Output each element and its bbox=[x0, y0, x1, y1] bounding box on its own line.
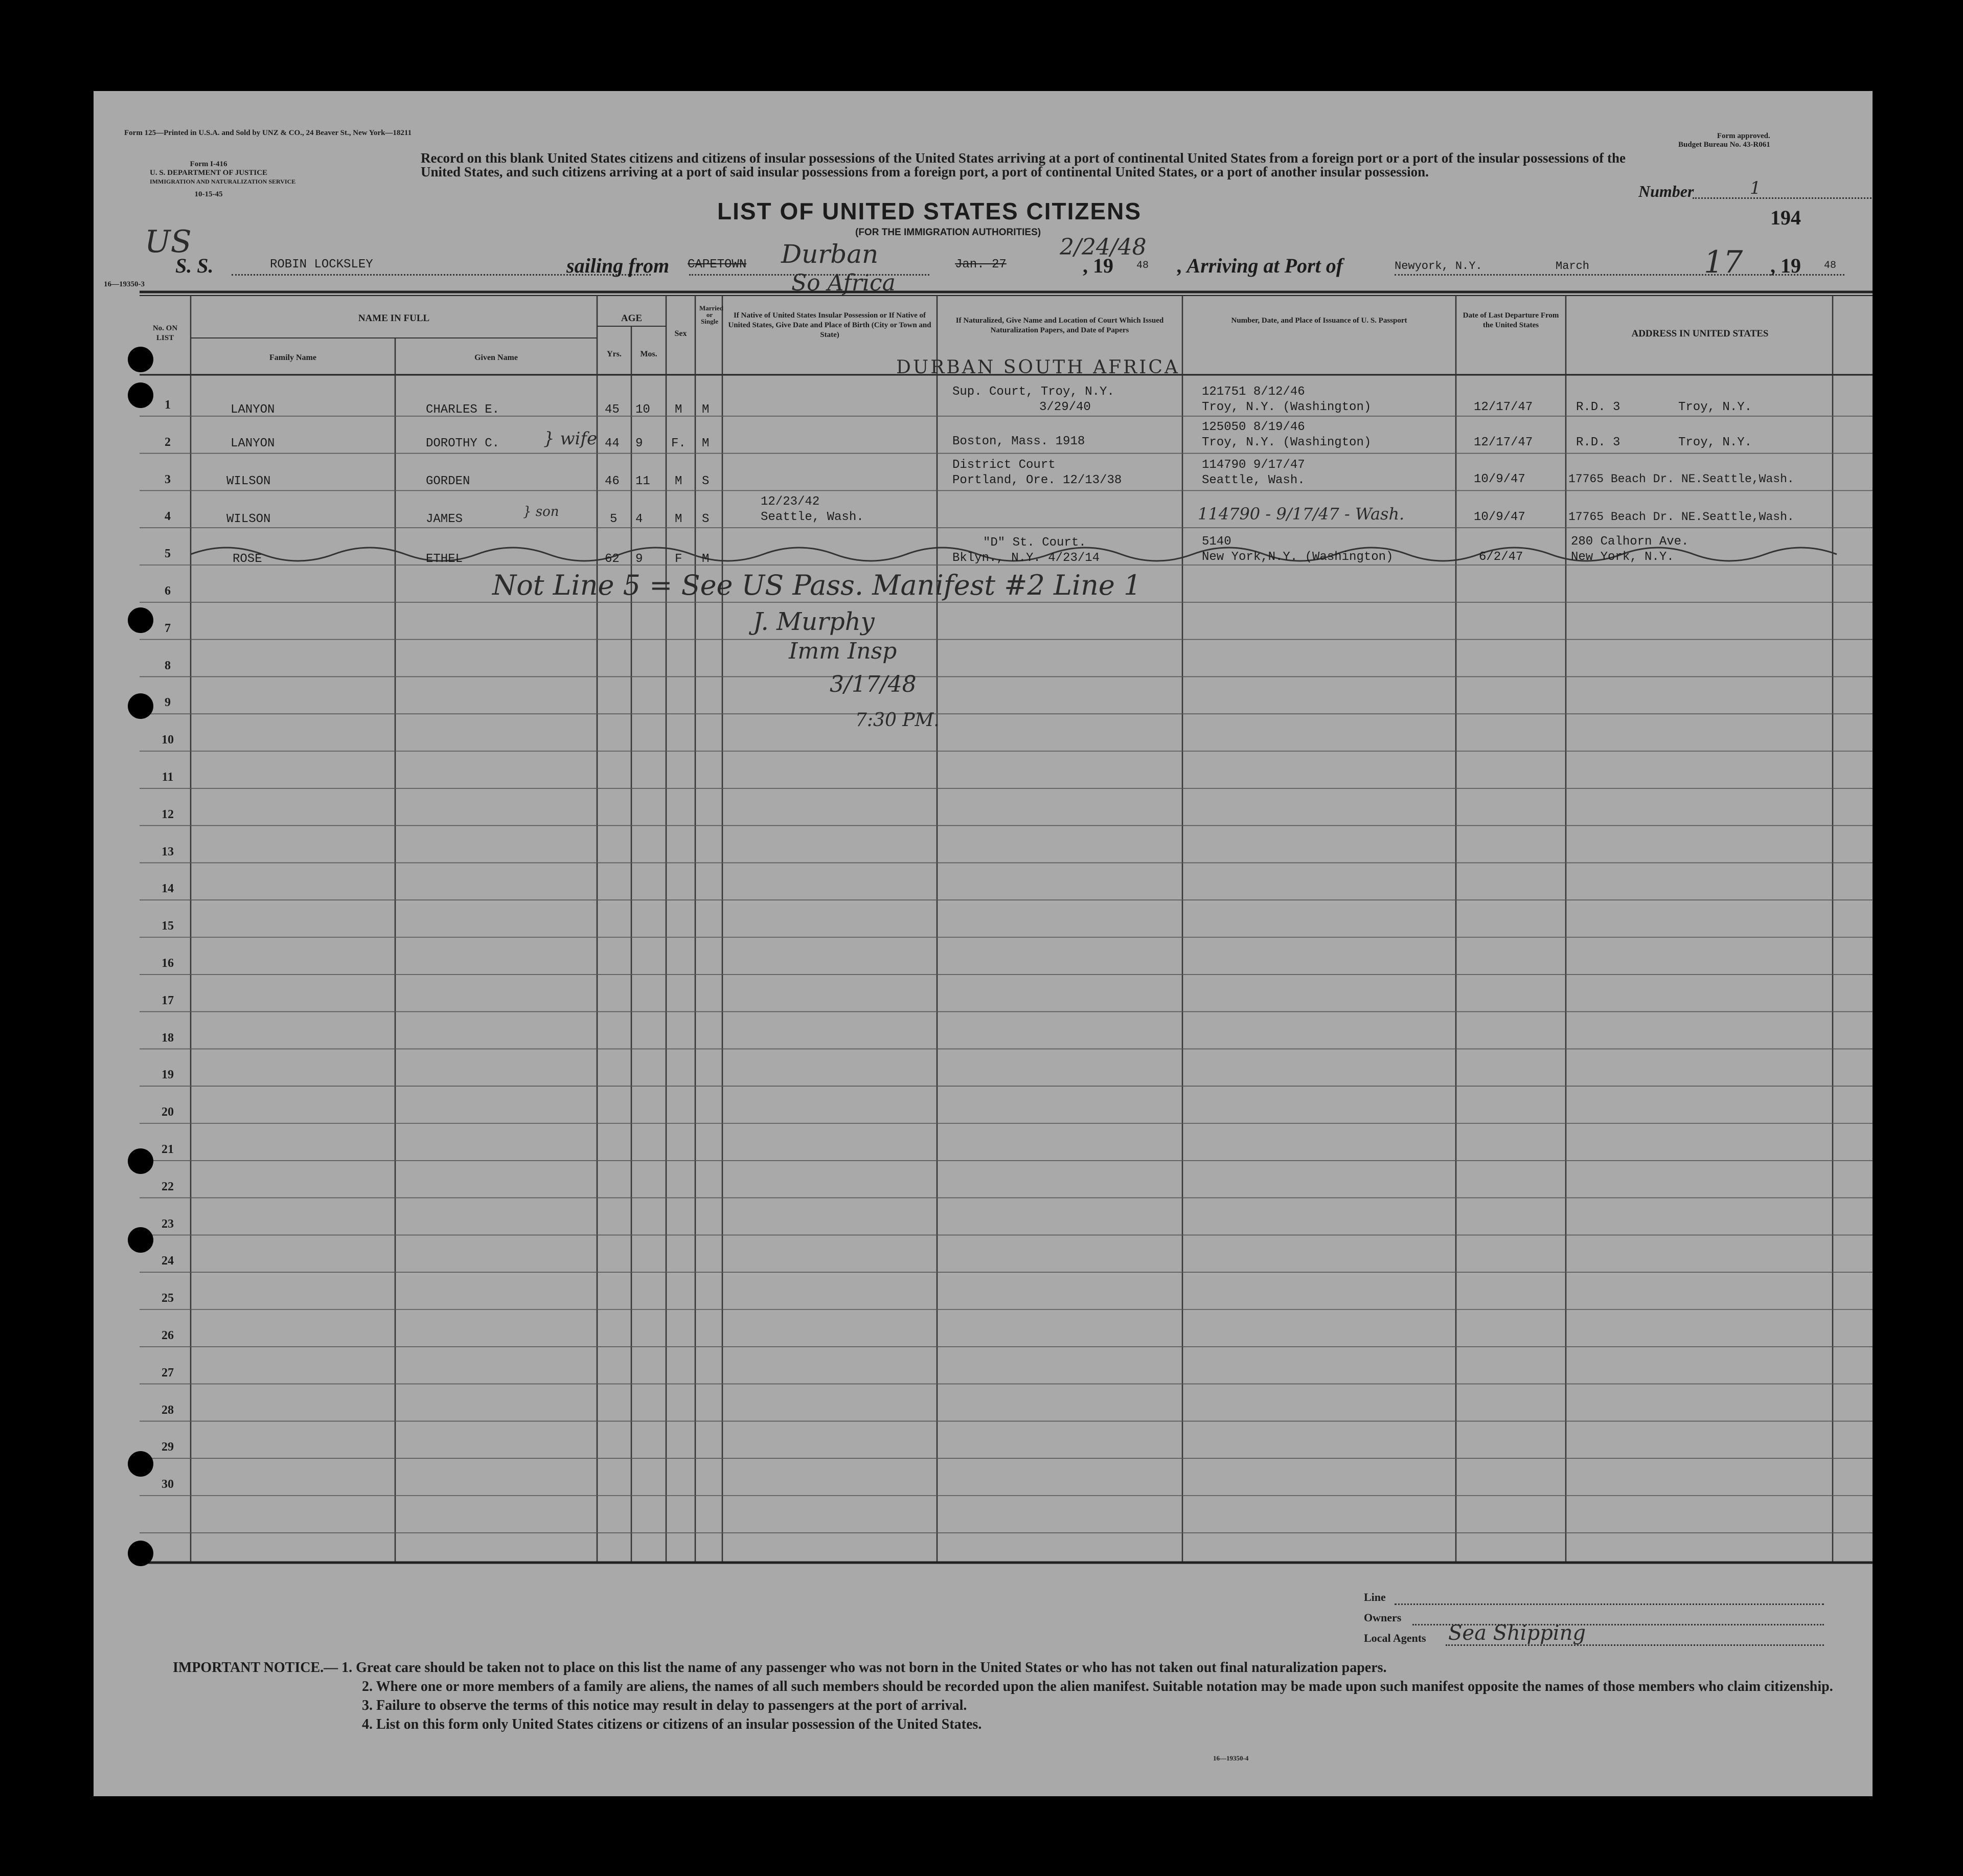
row5-passport: 5140 bbox=[1202, 535, 1231, 549]
punch-hole-icon bbox=[128, 382, 153, 408]
row4-yrs: 5 bbox=[610, 512, 618, 526]
row-number: 15 bbox=[162, 919, 174, 933]
form-code-left: 16—19350-3 bbox=[104, 280, 145, 288]
row-number: 30 bbox=[162, 1478, 174, 1491]
sailing-from-hand: Durban bbox=[781, 239, 879, 269]
col-header-family: Family Name bbox=[269, 353, 316, 362]
col-header-mos: Mos. bbox=[640, 350, 657, 358]
inspector-signature: J. Murphy bbox=[753, 607, 875, 636]
row2-passport-place: Troy, N.Y. (Washington) bbox=[1202, 436, 1372, 449]
printer-line: Form 125—Printed in U.S.A. and Sold by UNZ & CO., 24 Beaver St., New York—18211 bbox=[124, 129, 412, 137]
col-header-name: NAME IN FULL bbox=[358, 313, 430, 324]
row-number: 10 bbox=[162, 733, 174, 747]
row4-given: JAMES bbox=[426, 512, 463, 526]
ss-label: S. S. bbox=[175, 254, 214, 277]
arrival-year-prefix: , 19 bbox=[1770, 254, 1801, 277]
row4-native-date: 12/23/42 bbox=[761, 495, 820, 509]
row3-passport-place: Seattle, Wash. bbox=[1202, 473, 1305, 487]
row-number: 22 bbox=[162, 1180, 174, 1193]
row-number: 17 bbox=[162, 993, 174, 1007]
row3-address: 17765 Beach Dr. NE.Seattle,Wash. bbox=[1568, 472, 1794, 486]
row5-address-city: New York, N.Y. bbox=[1571, 550, 1674, 564]
row-number: 25 bbox=[162, 1292, 174, 1305]
page-subtitle: (FOR THE IMMIGRATION AUTHORITIES) bbox=[855, 227, 1041, 238]
number-value: 1 bbox=[1750, 178, 1761, 198]
row-number: 7 bbox=[165, 621, 171, 635]
punch-hole-icon bbox=[128, 1227, 153, 1253]
notice-1: 1. Great care should be taken not to place on this list the name of any passenger who was not born in the United States or who has not taken out final naturalization papers. bbox=[341, 1660, 1387, 1676]
row4-address: 17765 Beach Dr. NE.Seattle,Wash. bbox=[1568, 510, 1794, 524]
row3-naturalized: District Court bbox=[952, 458, 1056, 472]
line-label: Line bbox=[1364, 1591, 1386, 1603]
punch-hole-icon bbox=[128, 1148, 153, 1174]
sailing-from-country: So Africa bbox=[791, 270, 896, 296]
notice-heading: IMPORTANT NOTICE.— bbox=[173, 1660, 338, 1676]
row5-sex: F bbox=[675, 552, 682, 566]
form-approved-text: Form approved. bbox=[1717, 132, 1770, 140]
row4-sex: M bbox=[675, 512, 682, 526]
row-number: 3 bbox=[165, 472, 171, 486]
row-number: 2 bbox=[165, 435, 171, 449]
col-header-address: ADDRESS IN UNITED STATES bbox=[1631, 328, 1769, 339]
inspection-date: 3/17/48 bbox=[830, 671, 917, 697]
local-agents-label: Local Agents bbox=[1364, 1632, 1426, 1644]
instructions-paragraph: Record on this blank United States citizens and citizens of insular possessions of the United States arriving at a port of continental United States from a foreign port or a port of the insular possessions of the United States, and such citizens arriving at a port of said insular possessions from a foreign port, a port of continental United States, or a port of another insular possession. bbox=[421, 150, 1626, 179]
row4-departure: 10/9/47 bbox=[1474, 510, 1525, 524]
notice-3: 3. Failure to observe the terms of this notice may result in delay to passengers at the port of arrival. bbox=[362, 1698, 967, 1713]
col-header-departure: Date of Last Departure From the United States bbox=[1463, 311, 1559, 329]
row3-sex: M bbox=[675, 474, 682, 488]
row1-passport-place: Troy, N.Y. (Washington) bbox=[1202, 400, 1372, 414]
row-number: 4 bbox=[165, 510, 171, 524]
sailing-date-hand: 2/24/48 bbox=[1060, 234, 1147, 260]
row4-mos: 4 bbox=[635, 512, 643, 526]
local-agents-value: Sea Shipping bbox=[1448, 1621, 1586, 1645]
row-number: 26 bbox=[162, 1329, 174, 1342]
ship-name: ROBIN LOCKSLEY bbox=[270, 258, 373, 272]
row3-passport: 114790 9/17/47 bbox=[1202, 458, 1305, 472]
row1-naturalized: Sup. Court, Troy, N.Y. bbox=[952, 385, 1114, 399]
arrival-day: 17 bbox=[1704, 244, 1743, 280]
page-title: LIST OF UNITED STATES CITIZENS bbox=[717, 198, 1142, 224]
row3-given: GORDEN bbox=[426, 474, 470, 488]
row2-mos: 9 bbox=[635, 437, 643, 450]
row2-given: DOROTHY C. bbox=[426, 437, 500, 450]
budget-bureau-text: Budget Bureau No. 43-R061 bbox=[1678, 141, 1770, 149]
row5-naturalized: "D" St. Court. bbox=[983, 536, 1086, 550]
row4-family: WILSON bbox=[226, 512, 271, 526]
row4-status: S bbox=[702, 512, 710, 526]
row-number: 16 bbox=[162, 957, 174, 970]
row1-status: M bbox=[702, 403, 710, 417]
row3-naturalized-place: Portland, Ore. 12/13/38 bbox=[952, 473, 1122, 487]
row5-departure: 6/2/47 bbox=[1479, 550, 1523, 564]
row3-departure: 10/9/47 bbox=[1474, 472, 1525, 486]
punch-hole-icon bbox=[128, 1541, 153, 1566]
form-date: 10-15-45 bbox=[194, 190, 223, 198]
row2-yrs: 44 bbox=[605, 437, 620, 450]
row5-yrs: 62 bbox=[605, 552, 620, 566]
row5-family: ROSE bbox=[233, 552, 262, 566]
row3-mos: 11 bbox=[635, 474, 650, 488]
row2-status: M bbox=[702, 437, 710, 450]
form-number: Form I-416 bbox=[190, 160, 227, 168]
col-header-no: No. ON LIST bbox=[152, 324, 178, 342]
row2-naturalized: Boston, Mass. 1918 bbox=[952, 435, 1085, 448]
col-header-native: If Native of United States Insular Possession or If Native of United States, Give Date and Place of Birth (City or Town and State) bbox=[728, 311, 931, 339]
row-number: 23 bbox=[162, 1217, 174, 1231]
row4-native-place: Seattle, Wash. bbox=[761, 510, 864, 524]
form-code-bottom: 16—19350-4 bbox=[1213, 1754, 1249, 1762]
col-header-married: Married or Single bbox=[699, 304, 723, 325]
sailing-from-typed: CAPETOWN bbox=[688, 258, 747, 272]
row3-family: WILSON bbox=[226, 474, 271, 488]
important-notice bbox=[173, 1658, 1860, 1734]
row1-departure: 12/17/47 bbox=[1474, 400, 1533, 414]
row3-status: S bbox=[702, 474, 710, 488]
manifest-sheet bbox=[94, 91, 1873, 1796]
row-number: 5 bbox=[165, 547, 171, 561]
col-header-given: Given Name bbox=[474, 353, 518, 362]
inspection-time: 7:30 PM. bbox=[855, 710, 940, 731]
row-number: 14 bbox=[162, 882, 174, 896]
row-number: 28 bbox=[162, 1403, 174, 1417]
row1-sex: M bbox=[675, 403, 682, 417]
row4-relation: } son bbox=[523, 504, 559, 519]
row1-address: R.D. 3 bbox=[1576, 400, 1620, 414]
notice-4: 4. List on this form only United States citizens or citizens of an insular possession of the United States. bbox=[362, 1716, 982, 1732]
row2-family: LANYON bbox=[231, 437, 275, 450]
row-number: 12 bbox=[162, 807, 174, 821]
inspector-title: Imm Insp bbox=[789, 638, 897, 664]
row-number: 13 bbox=[162, 845, 174, 858]
number-label: Number bbox=[1638, 182, 1694, 200]
arrival-year: 48 bbox=[1824, 260, 1837, 272]
durban-annotation: DURBAN SOUTH AFRICA bbox=[896, 357, 1180, 378]
us-annotation: US bbox=[145, 224, 192, 260]
table-grid bbox=[94, 91, 1873, 1796]
row1-yrs: 45 bbox=[605, 403, 620, 417]
year-prefix: , 19 bbox=[1083, 254, 1113, 277]
row2-sex: F. bbox=[671, 437, 686, 450]
row-number: 9 bbox=[165, 696, 171, 710]
row2-address: R.D. 3 bbox=[1576, 436, 1620, 449]
arriving-label: , Arriving at Port of bbox=[1177, 254, 1343, 277]
row-number: 21 bbox=[162, 1143, 174, 1156]
department-name: U. S. DEPARTMENT OF JUSTICE bbox=[150, 169, 268, 177]
stamped-number: 194 bbox=[1770, 206, 1801, 229]
row5-status: M bbox=[702, 552, 710, 566]
row4-passport-hand: 114790 - 9/17/47 - Wash. bbox=[1198, 504, 1405, 524]
row5-given: ETHEL bbox=[426, 552, 463, 566]
row1-given: CHARLES E. bbox=[426, 403, 500, 417]
row-number: 6 bbox=[165, 584, 171, 598]
row1-mos: 10 bbox=[635, 403, 650, 417]
arrival-port: Newyork, N.Y. bbox=[1395, 260, 1482, 273]
service-name: IMMIGRATION AND NATURALIZATION SERVICE bbox=[150, 178, 296, 185]
row1-naturalized-date: 3/29/40 bbox=[1039, 400, 1091, 414]
row-number: 24 bbox=[162, 1254, 174, 1268]
sailing-from-label: sailing from bbox=[566, 254, 670, 277]
row-number: 1 bbox=[165, 398, 171, 412]
punch-hole-icon bbox=[128, 607, 153, 633]
row-number: 19 bbox=[162, 1068, 174, 1082]
owners-label: Owners bbox=[1364, 1611, 1402, 1624]
row5-mos: 9 bbox=[635, 552, 643, 566]
row2-passport: 125050 8/19/46 bbox=[1202, 420, 1305, 434]
row2-relation: } wife bbox=[543, 428, 598, 449]
row1-family: LANYON bbox=[231, 403, 275, 417]
sailing-date-typed: Jan. 27 bbox=[955, 258, 1007, 272]
row-number: 8 bbox=[165, 659, 171, 672]
row2-address-city: Troy, N.Y. bbox=[1678, 436, 1752, 449]
col-header-age: AGE bbox=[621, 313, 643, 324]
row1-passport: 121751 8/12/46 bbox=[1202, 385, 1305, 399]
row-number: 20 bbox=[162, 1105, 174, 1119]
row5-passport-place: New York,N.Y. (Washington) bbox=[1202, 550, 1394, 564]
row5-address: 280 Calhorn Ave. bbox=[1571, 535, 1689, 549]
row-number: 11 bbox=[162, 771, 174, 784]
punch-hole-icon bbox=[128, 693, 153, 719]
col-header-naturalized: If Naturalized, Give Name and Location of Court Which Issued Naturalization Papers, and Date of Papers bbox=[955, 317, 1164, 334]
punch-hole-icon bbox=[128, 1451, 153, 1477]
punch-hole-icon bbox=[128, 347, 153, 372]
notice-2: 2. Where one or more members of a family are aliens, the names of all such members should be recorded upon the alien manifest. Suitable notation may be made upon such manifest opposite the names of those members who claim citizenship. bbox=[362, 1679, 1833, 1694]
row2-departure: 12/17/47 bbox=[1474, 436, 1533, 449]
row-number: 27 bbox=[162, 1366, 174, 1380]
sailing-year: 48 bbox=[1136, 260, 1149, 272]
row5-naturalized-place: Bklyn., N.Y. 4/23/14 bbox=[952, 551, 1100, 565]
row-number: 29 bbox=[162, 1440, 174, 1454]
row-number: 18 bbox=[162, 1031, 174, 1045]
col-header-passport: Number, Date, and Place of Issuance of U. S. Passport bbox=[1231, 317, 1407, 325]
arrival-month: March bbox=[1556, 260, 1590, 273]
col-header-sex: Sex bbox=[674, 329, 687, 338]
row3-yrs: 46 bbox=[605, 474, 620, 488]
not-line-annotation: Not Line 5 = See US Pass. Manifest #2 Line 1 bbox=[492, 569, 1142, 601]
row1-address-city: Troy, N.Y. bbox=[1678, 400, 1752, 414]
col-header-yrs: Yrs. bbox=[607, 350, 622, 358]
